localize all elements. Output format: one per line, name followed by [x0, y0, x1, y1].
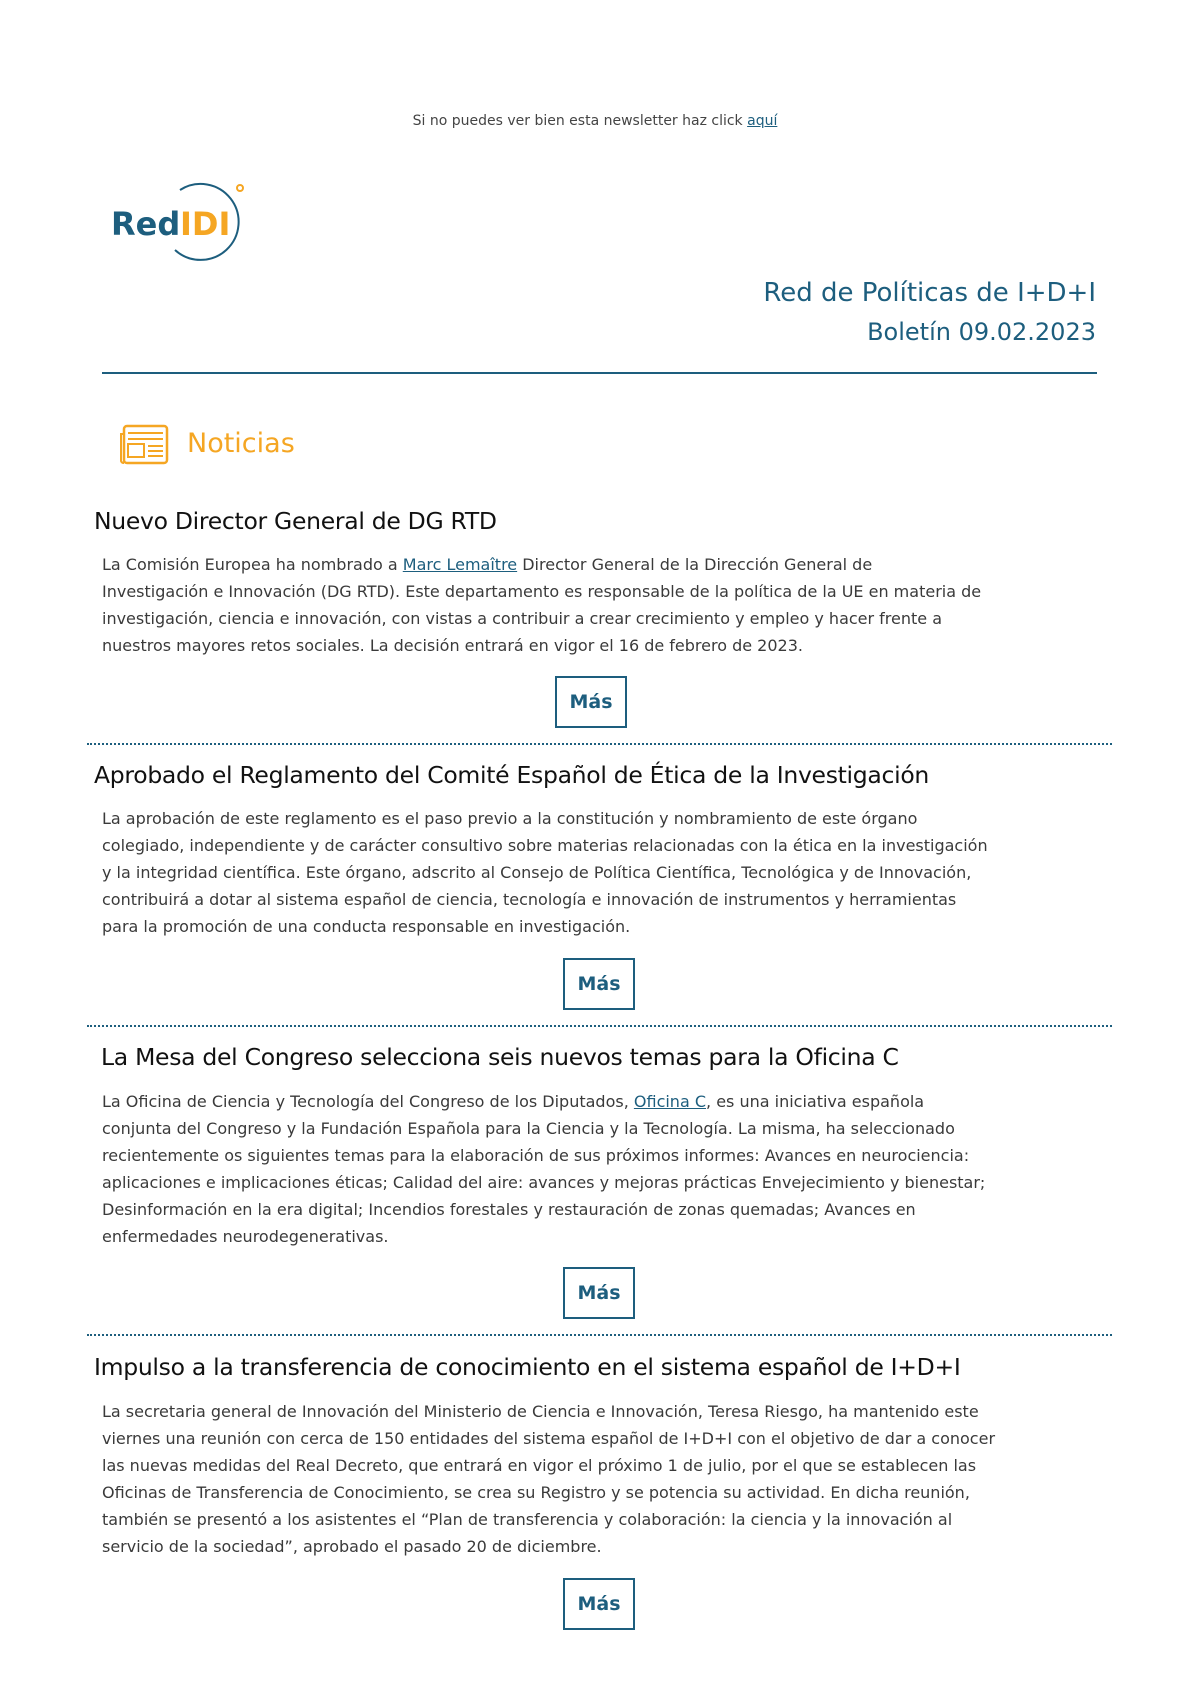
body-line: colegiado, independiente y de carácter consultivo sobre materias relacionadas con la ética en la investigación: [102, 836, 988, 855]
body-line: también se presentó a los asistentes el “Plan de transferencia y colaboración: la ciencia y la innovación al: [102, 1510, 953, 1529]
article-body: [102, 551, 981, 659]
more-button[interactable]: Más: [563, 1267, 635, 1319]
article-separator: [87, 1334, 1112, 1336]
logo: [110, 180, 270, 270]
header-divider: [102, 372, 1097, 374]
article-title: Impulso a la transferencia de conocimiento en el sistema español de I+D+I: [94, 1353, 961, 1381]
body-line: servicio de la sociedad”, aprobado el pasado 20 de diciembre.: [102, 1537, 602, 1556]
article-title: Nuevo Director General de DG RTD: [94, 507, 497, 535]
logo-text-idi: IDI: [180, 205, 231, 243]
view-note-text: Si no puedes ver bien esta newsletter haz click: [412, 113, 743, 129]
logo-ring-icon: [110, 180, 270, 270]
body-line: contribuirá a dotar al sistema español de ciencia, tecnología e innovación de instrumentos y herramientas: [102, 890, 957, 909]
body-line: viernes una reunión con cerca de 150 entidades del sistema español de I+D+I con el objetivo de dar a conocer: [102, 1429, 996, 1448]
logo-text-red: Red: [111, 205, 181, 243]
article-body: [102, 1088, 985, 1250]
body-line: La secretaria general de Innovación del Ministerio de Ciencia e Innovación, Teresa Riesgo, ha mantenido este: [102, 1402, 979, 1421]
body-line: La aprobación de este reglamento es el paso previo a la constitución y nombramiento de este órgano: [102, 809, 918, 828]
view-online-note: [0, 113, 1190, 129]
body-line: conjunta del Congreso y la Fundación Española para la Ciencia y la Tecnología. La misma, ha seleccionado: [102, 1119, 955, 1138]
body-text: , es una iniciativa española: [706, 1092, 925, 1111]
body-line: Investigación e Innovación (DG RTD). Este departamento es responsable de la política de la UE en materia de: [102, 582, 982, 601]
oficina-c-link[interactable]: Oficina C: [633, 1092, 707, 1111]
body-text: Director General de la Dirección General de: [517, 555, 873, 574]
newsletter-title: Red de Políticas de I+D+I: [763, 278, 1096, 308]
newspaper-icon: [119, 424, 169, 470]
body-line: Desinformación en la era digital; Incendios forestales y restauración de zonas quemadas; Avances en: [102, 1200, 916, 1219]
article-body: [102, 805, 988, 940]
body-text: La Comisión Europea ha nombrado a: [102, 555, 403, 574]
more-button[interactable]: Más: [563, 1578, 635, 1630]
article-title: Aprobado el Reglamento del Comité Español de Ética de la Investigación: [94, 761, 930, 789]
article-separator: [87, 743, 1112, 745]
newsletter-date: Boletín 09.02.2023: [867, 318, 1096, 346]
body-line: enfermedades neurodegenerativas.: [102, 1227, 389, 1246]
body-line: y la integridad científica. Este órgano, adscrito al Consejo de Política Científica, Tecnológica y de Innovación,: [102, 863, 972, 882]
article-body: [102, 1398, 995, 1560]
view-online-link[interactable]: aquí: [747, 113, 778, 129]
section-title: Noticias: [187, 428, 295, 459]
body-line: para la promoción de una conducta responsable en investigación.: [102, 917, 631, 936]
article-title: La Mesa del Congreso selecciona seis nuevos temas para la Oficina C: [101, 1043, 899, 1071]
more-button[interactable]: Más: [563, 958, 635, 1010]
body-line: las nuevas medidas del Real Decreto, que entrará en vigor el próximo 1 de julio, por el que se establecen las: [102, 1456, 977, 1475]
more-button[interactable]: Más: [555, 676, 627, 728]
body-line: investigación, ciencia e innovación, con vistas a contribuir a crear crecimiento y empleo y hacer frente a: [102, 609, 943, 628]
body-line: aplicaciones e implicaciones éticas; Calidad del aire: avances y mejoras prácticas Envejecimiento y bienestar;: [102, 1173, 986, 1192]
article-separator: [87, 1025, 1112, 1027]
body-line: recientemente os siguientes temas para la elaboración de sus próximos informes: Avances en neurociencia:: [102, 1146, 970, 1165]
body-line: Oficinas de Transferencia de Conocimiento, se crea su Registro y se potencia su actividad. En dicha reunión,: [102, 1483, 970, 1502]
body-text: La Oficina de Ciencia y Tecnología del Congreso de los Diputados,: [102, 1092, 634, 1111]
body-line: nuestros mayores retos sociales. La decisión entrará en vigor el 16 de febrero de 2023.: [102, 636, 803, 655]
marc-lemaitre-link[interactable]: Marc Lemaître: [402, 555, 518, 574]
